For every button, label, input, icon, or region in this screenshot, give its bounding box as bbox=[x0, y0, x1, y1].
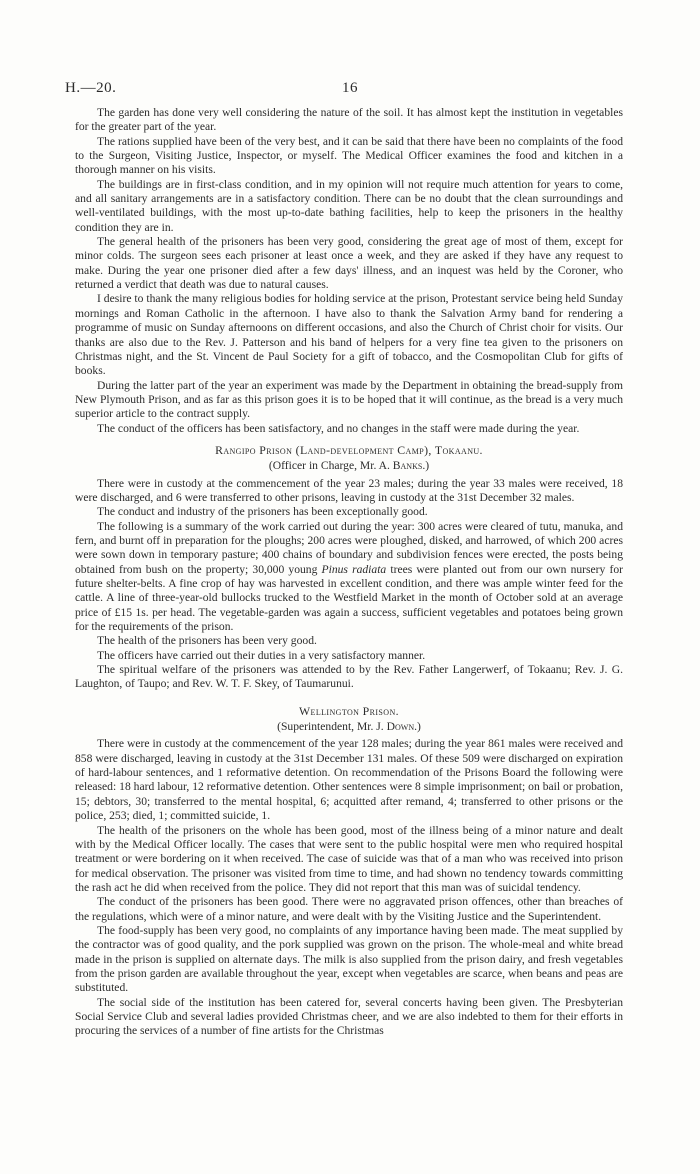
text-run: trees were planted out from our own nursery for future shelter-belts. A fine crop of hay was harvested in excellent condition, and there was ample winter feed for the cattle. A line of three-year-old bullocks trucked to the Westfield Market in the month of October sold at an average price of £15 1s. per head. The vegetable-garden was again a success, sufficient vegetables and potatoes being grown for the requirements of the prison. bbox=[75, 562, 623, 634]
document-reference: H.—20. bbox=[65, 80, 117, 96]
paragraph: The general health of the prisoners has been very good, considering the great age of most of them, except for minor colds. The surgeon sees each prisoner at least once a week, and they are asked if they have any request to make. During the year one prisoner died after a few days' illness, and an inquest was held by the Coroner, who returned a verdict that death was due to natural causes. bbox=[75, 235, 623, 292]
paragraph: The health of the prisoners has been very good. bbox=[97, 634, 317, 648]
text-run: The following is a summary of the work carried out during the year: 300 acres were cleared of tutu, manuka, and fern, and burnt off in preparation for the ploughs; 200 acres were ploughed, disked, and harrowed, of which 200 acres were sown down in temporary pasture; 400 chains of boundary and subdivision fences were erected, the posts being obtained from bush on the property; 30,000 young bbox=[75, 519, 623, 576]
section-heading-rangipo: Rangipo Prison (Land-development Camp), Tokaanu. bbox=[215, 442, 483, 457]
paragraph: The food-supply has been very good, no complaints of any importance having been made. The meat supplied by the contractor was of good quality, and the pork supplied was grown on the prison. The whole-meal and white bread made in the prison is supplied on alternate days. The milk is also supplied from the prison dairy, and fresh vegetables from the prison garden are available throughout the year, except when vegetables are scarce, when beans and peas are substituted. bbox=[75, 923, 623, 995]
paragraph: The health of the prisoners on the whole has been good, most of the illness being of a minor nature and dealt with by the Medical Officer locally. The cases that were sent to the public hospital were men who required hospital treatment or were bordering on it when received. The case of suicide was that of a man who was received into prison for medical observation. The prisoner was visited from time to time, and had shown no tendency towards committing the rash act he did when received from the police. They did not report that this man was of suicidal tendency. bbox=[75, 823, 623, 894]
paragraph: The spiritual welfare of the prisoners was attended to by the Rev. Father Langerwerf, of Tokaanu; Rev. J. G. Laughton, of Taupo; and Rev. W. T. F. Skey, of Taumarunui. bbox=[75, 663, 623, 691]
officer-name: Banks bbox=[392, 459, 423, 473]
officer-prefix: (Officer in Charge, Mr. A. bbox=[268, 459, 390, 473]
officer-line-rangipo bbox=[75, 459, 623, 473]
paragraph: There were in custody at the commencement of the year 23 males; during the year 33 males were received, 18 were discharged, and 6 were transferred to other prisons, leaving in custody at the 31st December 32 males. bbox=[75, 476, 623, 504]
officer-line-wellington bbox=[75, 720, 623, 734]
paragraph: The officers have carried out their duties in a very satisfactory manner. bbox=[97, 648, 426, 662]
work-summary-paragraph bbox=[75, 520, 623, 635]
page-number: 16 bbox=[342, 80, 358, 96]
paragraph: The conduct of the officers has been satisfactory, and no changes in the staff were made during the year. bbox=[97, 421, 580, 435]
paragraph: The conduct of the prisoners has been good. There were no aggravated prison offences, other than breaches of the regulations, which were of a minor nature, and were dealt with by the Visiting Justice and the Superintendent. bbox=[75, 895, 623, 923]
officer-name: Down bbox=[386, 720, 415, 734]
section-heading-wellington: Wellington Prison. bbox=[299, 703, 399, 718]
paragraph: The garden has done very well considering the nature of the soil. It has almost kept the institution in vegetables for the greater part of the year. bbox=[75, 106, 623, 134]
species-name: Pinus radiata bbox=[321, 562, 387, 576]
paragraph: The buildings are in first-class condition, and in my opinion will not require much attention for years to come, and all sanitary arrangements are in a satisfactory condition. There can be no doubt that the clean surroundings and well-ventilated buildings, with the most up-to-date bathing facilities, help to keep the prisoners in the healthy condition they are in. bbox=[75, 177, 623, 234]
document-body bbox=[75, 106, 623, 1039]
paragraph: The social side of the institution has been catered for, several concerts having been given. The Presbyterian Social Service Club and several ladies provided Christmas cheer, and we are also indebted to them for their efforts in procuring the services of a number of fine artists for the Christmas bbox=[75, 995, 623, 1038]
paragraph: I desire to thank the many religious bodies for holding service at the prison, Protestant service being held Sunday mornings and Roman Catholic in the afternoon. I have also to thank the Salvation Army band for rendering a programme of music on Sunday afternoons on different occasions, and also the Church of Christ choir for visits. Our thanks are also due to the Rev. J. Patterson and his band of helpers for a very fine tea given to the prisoners on Christmas night, and the St. Vincent de Paul Society for a gift of tobacco, and the Cosmopolitan Club for gifts of books. bbox=[75, 292, 623, 378]
officer-suffix: .) bbox=[414, 720, 421, 734]
officer-suffix: .) bbox=[422, 459, 430, 473]
paragraph: The conduct and industry of the prisoners has been exceptionally good. bbox=[97, 505, 428, 519]
paragraph: The rations supplied have been of the very best, and it can be said that there have been no complaints of the food to the Surgeon, Visiting Justice, Inspector, or myself. The Medical Officer examines the food and kitchen in a thorough manner on his visits. bbox=[75, 134, 623, 177]
paragraph: There were in custody at the commencement of the year 128 males; during the year 861 males were received and 858 were discharged, leaving in custody at the 31st December 131 males. Of these 509 were discharged on expiration of hard-labour sentences, and 1 reformative detention. On recommendation of the Prisons Board the following were released: 18 hard labour, 12 reformative detention. Other sentences were 8 simple imprisonment; on bail or probation, 15; debtors, 30; transferred to the mental hospital, 6; acquitted after remand, 4; transferred to other prisons or the police, 253; died, 1; committed suicide, 1. bbox=[75, 737, 623, 823]
paragraph: During the latter part of the year an experiment was made by the Department in obtaining the bread-supply from New Plymouth Prison, and as far as this prison goes it is to be hoped that it will continue, as the bread is a very much superior article to the contract supply. bbox=[75, 378, 623, 421]
officer-prefix: (Superintendent, Mr. J. bbox=[277, 720, 384, 734]
